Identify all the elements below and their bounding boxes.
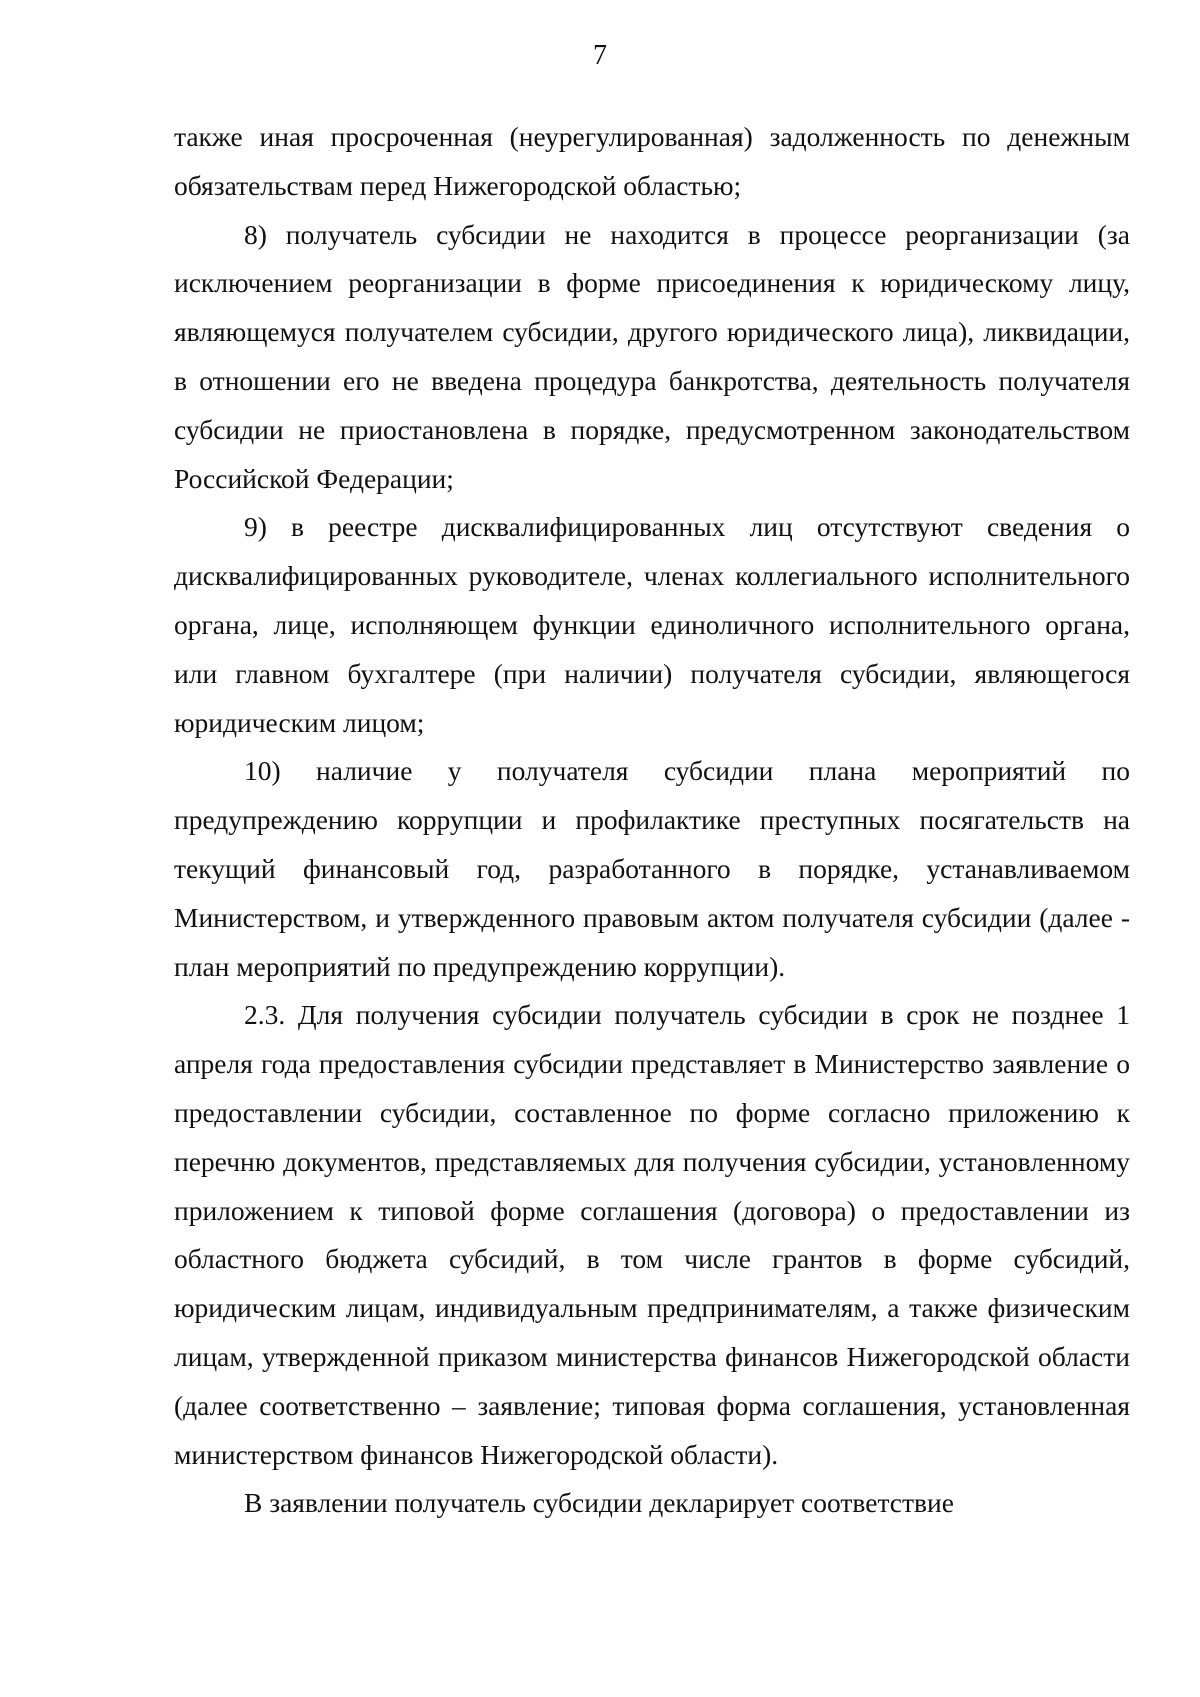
paragraph-item-9: 9) в реестре дисквалифицированных лиц отсутствуют сведения о дисквалифицированных руководителе, членах коллегиального исполнительного органа, лице, исполняющем функции единоличного исполнительного органа, или главном бухгалтере (при наличии) получателя субсидии, являющегося юридическим лицом; [174, 511, 1130, 738]
paragraph-declaration: В заявлении получатель субсидии декларирует соответствие [244, 1487, 954, 1519]
paragraph-continuation: также иная просроченная (неурегулированная) задолженность по денежным обязательствам перед Нижегородской областью; [174, 121, 1130, 201]
page-number: 7 [593, 40, 607, 71]
paragraph-section-2-3: 2.3. Для получения субсидии получатель субсидии в срок не позднее 1 апреля года предоставления субсидии представляет в Министерство заявление о предоставлении субсидии, составленное по форме согласно приложению к перечню документов, представляемых для получения субсидии, установленному приложением к типовой форме соглашения (договора) о предоставлении из областного бюджета субсидий, в том числе грантов в форме субсидий, юридическим лицам, индивидуальным предпринимателям, а также физическим лицам, утвержденной приказом министерства финансов Нижегородской области (далее соответственно – заявление; типовая форма соглашения, установленная министерством финансов Нижегородской области). [174, 999, 1130, 1470]
paragraph-item-8: 8) получатель субсидии не находится в процессе реорганизации (за исключением реорганизации в форме присоединения к юридическому лицу, являющемуся получателем субсидии, другого юридического лица), ликвидации, в отношении его не введена процедура банкротства, деятельность получателя субсидии не приостановлена в порядке, предусмотренном законодательством Российской Федерации; [174, 218, 1130, 494]
paragraph-item-10: 10) наличие у получателя субсидии плана мероприятий по предупреждению коррупции и профилактике преступных посягательств на текущий финансовый год, разработанного в порядке, устанавливаемом Министерством, и утвержденного правовым актом получателя субсидии (далее - план мероприятий по предупреждению коррупции). [174, 755, 1130, 982]
document-body [174, 113, 1130, 1528]
